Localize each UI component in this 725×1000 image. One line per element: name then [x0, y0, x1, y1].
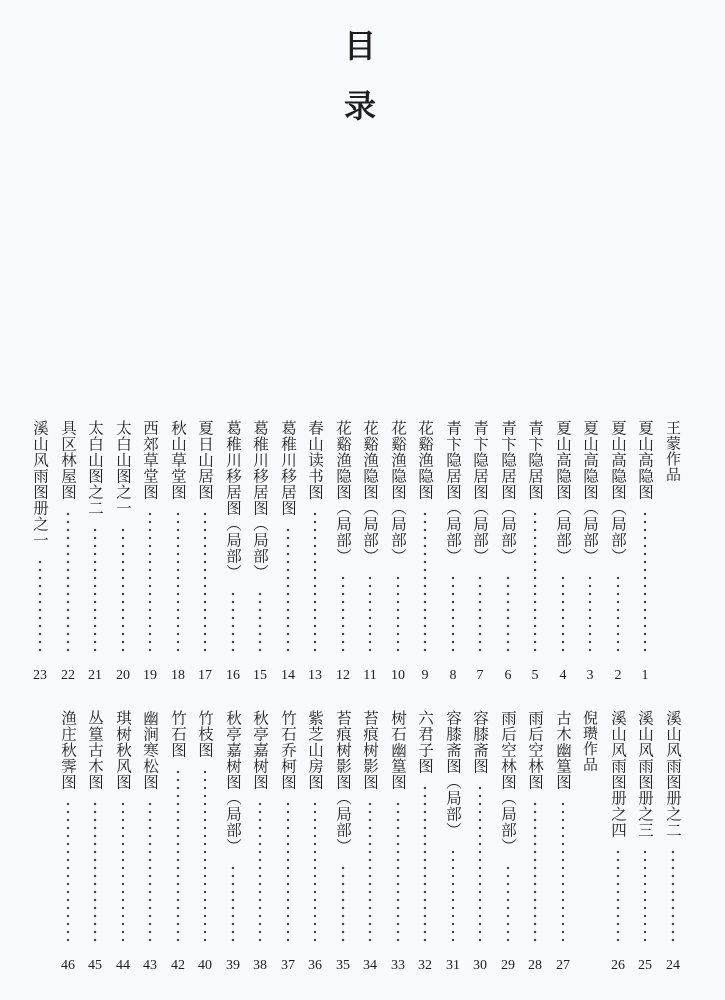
toc-page-number: 10: [391, 668, 405, 683]
toc-leader-dots: [148, 800, 152, 945]
toc-page-number: 40: [198, 958, 212, 973]
toc-entry[interactable]: [441, 420, 465, 685]
toc-leader-dots: [368, 574, 372, 655]
toc-page-number: 9: [421, 668, 429, 683]
toc-entry[interactable]: [303, 420, 327, 685]
toc-entry[interactable]: [138, 710, 162, 975]
toc-entry[interactable]: [578, 420, 602, 685]
toc-leader-dots: [643, 510, 647, 655]
toc-leader-dots: [396, 574, 400, 655]
toc-leader-dots: [341, 864, 345, 945]
toc-page-number: 42: [171, 958, 185, 973]
toc-page-number: 12: [336, 668, 350, 683]
toc-page-number: 46: [61, 958, 75, 973]
toc-entry-title: 苔痕树影图（局部）: [334, 710, 352, 854]
toc-page-number: 29: [501, 958, 515, 973]
toc-entry-title: 雨后空林图（局部）: [499, 710, 517, 854]
toc-entry[interactable]: [276, 710, 300, 975]
toc-leader-dots: [451, 848, 455, 945]
toc-entry[interactable]: [221, 710, 245, 975]
toc-page-number: 26: [611, 958, 625, 973]
toc-entry[interactable]: [56, 420, 80, 685]
toc-entry[interactable]: [606, 420, 630, 685]
toc-page-number: 3: [586, 668, 594, 683]
toc-leader-dots: [451, 574, 455, 655]
toc-entry-title: 夏日山居图: [196, 420, 214, 500]
toc-leader-dots: [203, 768, 207, 945]
toc-leader-dots: [671, 848, 675, 945]
toc-leader-dots: [121, 526, 125, 655]
toc-entry-title: 花谿渔隐图: [416, 420, 434, 500]
toc-entry-title: 竹石图: [169, 710, 187, 758]
toc-entry-title: 琪树秋风图: [114, 710, 132, 790]
toc-entry[interactable]: [633, 420, 657, 685]
toc-leader-dots: [148, 510, 152, 655]
toc-page-number: 30: [473, 958, 487, 973]
toc-entry[interactable]: [386, 710, 410, 975]
toc-entry[interactable]: [661, 710, 685, 975]
toc-page-number: 45: [88, 958, 102, 973]
toc-entry[interactable]: [303, 710, 327, 975]
toc-entry-title: 青卞隐居图（局部）: [471, 420, 489, 564]
toc-leader-dots: [203, 510, 207, 655]
toc-entry[interactable]: [221, 420, 245, 685]
toc-leader-dots: [423, 510, 427, 655]
toc-entry-title: 树石幽篁图: [389, 710, 407, 790]
toc-entry[interactable]: [633, 710, 657, 975]
toc-entry-title: 溪山风雨图册之一: [31, 420, 49, 548]
toc-section-heading: [661, 420, 685, 685]
toc-entry[interactable]: [331, 710, 355, 975]
toc-entry[interactable]: [468, 710, 492, 975]
toc-entry-title: 花谿渔隐图（局部）: [361, 420, 379, 564]
toc-entry[interactable]: [441, 710, 465, 975]
toc-leader-dots: [258, 590, 262, 655]
toc-leader-dots: [561, 800, 565, 945]
toc-leader-dots: [66, 800, 70, 945]
toc-page-number: 17: [198, 668, 212, 683]
toc-leader-dots: [93, 800, 97, 945]
toc-leader-dots: [643, 848, 647, 945]
toc-entry-title: 青卞隐居图: [526, 420, 544, 500]
toc-entry[interactable]: [83, 710, 107, 975]
toc-page-number: 6: [504, 668, 512, 683]
toc-page-number: 23: [33, 668, 47, 683]
toc-leader-dots: [506, 574, 510, 655]
toc-page-number: 38: [253, 958, 267, 973]
toc-entry-title: 太白山图之一: [114, 420, 132, 516]
toc-leader-dots: [176, 768, 180, 945]
toc-leader-dots: [616, 848, 620, 945]
toc-entry-title: 渔庄秋霁图: [59, 710, 77, 790]
toc-entry-title: 葛稚川移居图: [279, 420, 297, 516]
toc-entry-title: 夏山高隐图（局部）: [554, 420, 572, 564]
toc-page-number: 8: [449, 668, 457, 683]
toc-entry[interactable]: [413, 420, 437, 685]
toc-page-number: 28: [528, 958, 542, 973]
toc-entry[interactable]: [276, 420, 300, 685]
toc-entry[interactable]: [166, 710, 190, 975]
toc-entry-title: 葛稚川移居图（局部）: [251, 420, 269, 580]
toc-entry[interactable]: [551, 710, 575, 975]
toc-leader-dots: [176, 510, 180, 655]
toc-leader-dots: [258, 800, 262, 945]
toc-page-number: 31: [446, 958, 460, 973]
toc-leader-dots: [313, 800, 317, 945]
toc-leader-dots: [313, 510, 317, 655]
toc-entry-title: 溪山风雨图册之三: [636, 710, 654, 838]
toc-page-number: 19: [143, 668, 157, 683]
toc-leader-dots: [231, 590, 235, 655]
toc-entry[interactable]: [468, 420, 492, 685]
toc-entry[interactable]: [496, 420, 520, 685]
toc-entry-title: 容膝斋图: [471, 710, 489, 774]
toc-entry[interactable]: [331, 420, 355, 685]
toc-leader-dots: [561, 574, 565, 655]
toc-entry[interactable]: [111, 710, 135, 975]
toc-page-number: 32: [418, 958, 432, 973]
toc-entry-title: 王蒙作品: [664, 420, 682, 482]
toc-entry-title: 古木幽篁图: [554, 710, 572, 790]
toc-entry-title: 竹枝图: [196, 710, 214, 758]
toc-entry-title: 葛稚川移居图（局部）: [224, 420, 242, 580]
toc-entry[interactable]: [496, 710, 520, 975]
toc-entry[interactable]: [28, 420, 52, 685]
toc-page-number: 2: [614, 668, 622, 683]
toc-entry[interactable]: [248, 710, 272, 975]
toc-page-number: 5: [531, 668, 539, 683]
toc-entry-title: 秋亭嘉树图（局部）: [224, 710, 242, 854]
page-title-char-2: 录: [343, 87, 376, 125]
toc-entry-title: 春山读书图: [306, 420, 324, 500]
toc-page-number: 1: [641, 668, 649, 683]
toc-entry-title: 秋亭嘉树图: [251, 710, 269, 790]
toc-entry[interactable]: [166, 420, 190, 685]
toc-leader-dots: [231, 864, 235, 945]
toc-leader-dots: [478, 574, 482, 655]
toc-leader-dots: [93, 526, 97, 655]
toc-entry[interactable]: [138, 420, 162, 685]
toc-entry-title: 溪山风雨图册之二: [664, 710, 682, 838]
toc-entry-title: 青卞隐居图（局部）: [444, 420, 462, 564]
toc-page-number: 44: [116, 958, 130, 973]
toc-entry[interactable]: [413, 710, 437, 975]
toc-leader-dots: [533, 510, 537, 655]
toc-leader-dots: [396, 800, 400, 945]
toc-entry-title: 容膝斋图（局部）: [444, 710, 462, 838]
toc-entry-title: 秋山草堂图: [169, 420, 187, 500]
toc-entry[interactable]: [606, 710, 630, 975]
toc-entry-title: 雨后空林图: [526, 710, 544, 790]
toc-entry-title: 倪瓒作品: [581, 710, 599, 772]
toc-page-number: 35: [336, 958, 350, 973]
toc-entry-title: 花谿渔隐图（局部）: [334, 420, 352, 564]
toc-leader-dots: [38, 558, 42, 655]
toc-page-number: 14: [281, 668, 295, 683]
toc-entry[interactable]: [358, 420, 382, 685]
toc-entry-title: 夏山高隐图（局部）: [609, 420, 627, 564]
toc-leader-dots: [423, 784, 427, 945]
toc-entry[interactable]: [83, 420, 107, 685]
toc-page-number: 11: [363, 668, 377, 683]
toc-entry-title: 青卞隐居图（局部）: [499, 420, 517, 564]
toc-entry[interactable]: [523, 420, 547, 685]
toc-page-number: 43: [143, 958, 157, 973]
toc-page-number: 36: [308, 958, 322, 973]
toc-entry[interactable]: [551, 420, 575, 685]
toc-section-heading: [578, 710, 602, 975]
toc-page-number: 34: [363, 958, 377, 973]
toc-leader-dots: [478, 784, 482, 945]
toc-entry[interactable]: [111, 420, 135, 685]
toc-entry-title: 夏山高隐图（局部）: [581, 420, 599, 564]
toc-entry-title: 紫芝山房图: [306, 710, 324, 790]
toc-page-number: 7: [476, 668, 484, 683]
toc-leader-dots: [286, 800, 290, 945]
toc-entry[interactable]: [523, 710, 547, 975]
toc-entry-title: 夏山高隐图: [636, 420, 654, 500]
toc-page-number: 39: [226, 958, 240, 973]
toc-leader-dots: [368, 800, 372, 945]
toc-leader-dots: [506, 864, 510, 945]
toc-page-number: 33: [391, 958, 405, 973]
toc-entry-title: 苔痕树影图: [361, 710, 379, 790]
toc-entry-title: 幽涧寒松图: [141, 710, 159, 790]
toc-leader-dots: [286, 526, 290, 655]
toc-entry-title: 具区林屋图: [59, 420, 77, 500]
toc-leader-dots: [66, 510, 70, 655]
toc-entry-title: 溪山风雨图册之四: [609, 710, 627, 838]
toc-entry[interactable]: [386, 420, 410, 685]
toc-leader-dots: [121, 800, 125, 945]
toc-page-number: 27: [556, 958, 570, 973]
toc-page-number: 37: [281, 958, 295, 973]
toc-entry[interactable]: [248, 420, 272, 685]
toc-page-number: 18: [171, 668, 185, 683]
toc-leader-dots: [533, 800, 537, 945]
toc-entry-title: 丛篁古木图: [86, 710, 104, 790]
toc-entry[interactable]: [193, 420, 217, 685]
toc-page-number: 20: [116, 668, 130, 683]
toc-page-number: 25: [638, 958, 652, 973]
toc-entry-title: 六君子图: [416, 710, 434, 774]
toc-page-number: 16: [226, 668, 240, 683]
toc-page-number: 4: [559, 668, 567, 683]
toc-entry-title: 花谿渔隐图（局部）: [389, 420, 407, 564]
toc-entry-title: 太白山图之二: [86, 420, 104, 516]
toc-page-number: 15: [253, 668, 267, 683]
toc-page-number: 21: [88, 668, 102, 683]
page-title-char-1: 目: [343, 27, 376, 65]
toc-leader-dots: [616, 574, 620, 655]
toc-leader-dots: [588, 574, 592, 655]
toc-entry[interactable]: [193, 710, 217, 975]
toc-page-number: 22: [61, 668, 75, 683]
toc-entry-title: 西郊草堂图: [141, 420, 159, 500]
toc-page-number: 13: [308, 668, 322, 683]
toc-entry[interactable]: [56, 710, 80, 975]
toc-entry[interactable]: [358, 710, 382, 975]
toc-leader-dots: [341, 574, 345, 655]
toc-entry-title: 竹石乔柯图: [279, 710, 297, 790]
toc-page-number: 24: [666, 958, 680, 973]
